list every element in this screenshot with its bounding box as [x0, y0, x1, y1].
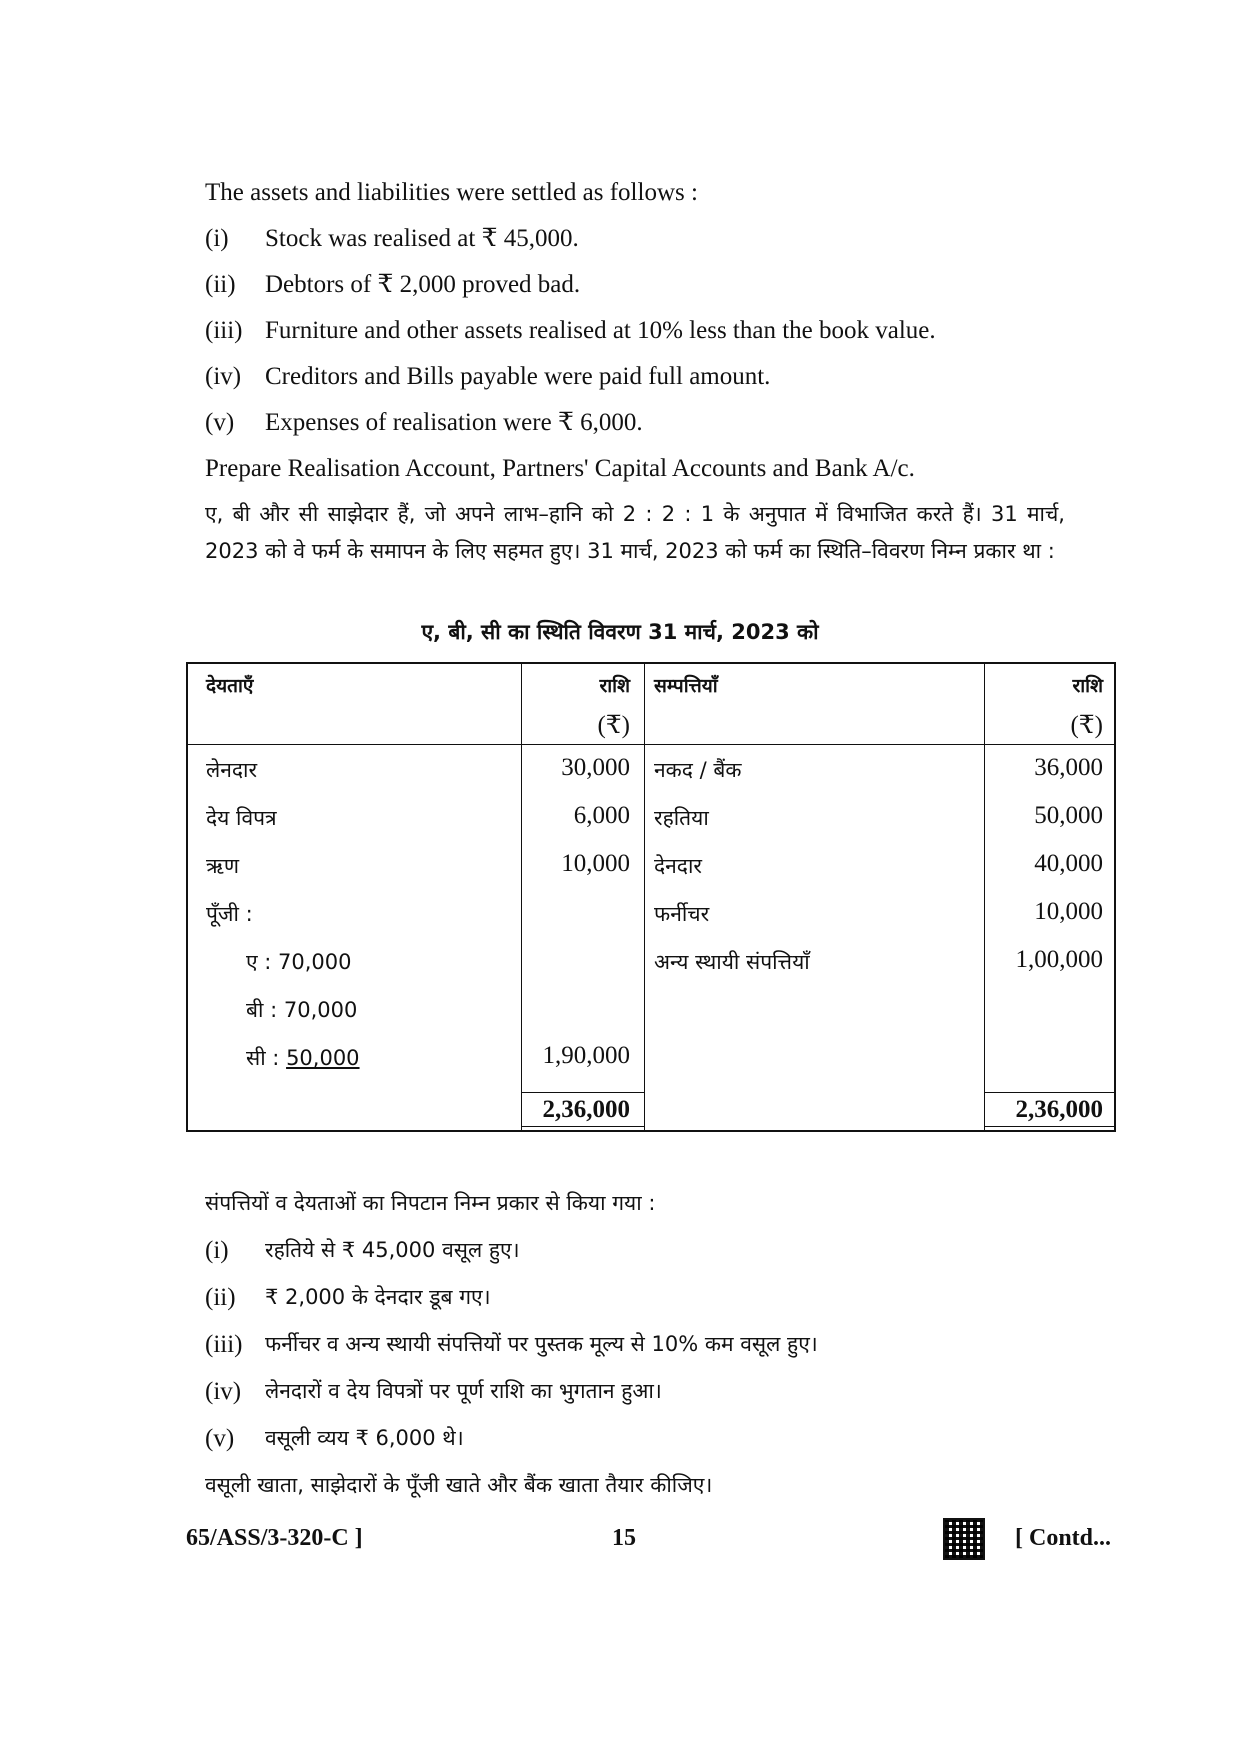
english-item: (v) Expenses of realisation were ₹ 6,000.	[205, 409, 643, 436]
column-divider	[521, 664, 522, 1130]
hindi-item: (iv) लेनदारों व देय विपत्रों पर पूर्ण राशि का भुगतान हुआ।	[205, 1378, 662, 1405]
hindi-item: (i) रहतिये से ₹ 45,000 वसूल हुए।	[205, 1237, 520, 1264]
hindi-instruction: वसूली खाता, साझेदारों के पूँजी खाते और बैंक खाता तैयार कीजिए।	[205, 1473, 713, 1497]
page-footer	[0, 1525, 1240, 1565]
page-number: 15	[612, 1525, 636, 1551]
header-currency: (₹)	[597, 712, 630, 739]
liability-label: ऋण	[206, 854, 240, 878]
header-assets: सम्पत्तियाँ	[654, 675, 718, 697]
asset-label: देनदार	[654, 854, 702, 878]
hindi-item: (v) वसूली व्यय ₹ 6,000 थे।	[205, 1425, 464, 1452]
liability-label: देय विपत्र	[206, 806, 277, 830]
hindi-item: (iii) फर्नीचर व अन्य स्थायी संपत्तियों पर पुस्तक मूल्य से 10% कम वसूल हुए।	[205, 1331, 818, 1358]
balance-sheet-title: ए, बी, सी का स्थिति विवरण 31 मार्च, 2023 को	[421, 620, 819, 644]
english-item: (iii) Furniture and other assets realised at 10% less than the book value.	[205, 317, 936, 344]
column-divider	[644, 664, 645, 1130]
hindi-settle-intro: संपत्तियों व देयताओं का निपटान निम्न प्रकार से किया गया :	[205, 1191, 656, 1215]
english-item: (ii) Debtors of ₹ 2,000 proved bad.	[205, 271, 581, 298]
hindi-settlement-section	[205, 1180, 1085, 1509]
header-liabilities: देयताएँ	[206, 675, 254, 697]
asset-label: अन्य स्थायी संपत्तियाँ	[654, 950, 810, 974]
continued-label: [ Contd...	[1015, 1525, 1112, 1551]
english-instruction: Prepare Realisation Account, Partners' Capital Accounts and Bank A/c.	[205, 455, 915, 482]
english-intro: The assets and liabilities were settled as follows :	[205, 179, 698, 206]
asset-amount: 50,000	[1034, 802, 1103, 829]
liability-amount: 6,000	[573, 802, 630, 829]
asset-amount: 1,00,000	[1015, 946, 1103, 973]
header-rule	[188, 744, 1114, 745]
capital-a: ए : 70,000	[246, 950, 352, 974]
asset-amount: 36,000	[1034, 754, 1103, 781]
paper-code: 65/ASS/3-320-C ]	[186, 1525, 363, 1551]
hindi-intro: ए, बी और सी साझेदार हैं, जो अपने लाभ–हानि को 2 : 2 : 1 के अनुपात में विभाजित करते हैं। 31 मार्च, 2023 को वे फर्म के समापन के लिए सहमत हुए। 31 मार्च, 2023 को फर्म का स्थिति–विवरण निम्न प्रकार था :	[205, 502, 1065, 563]
capital-b: बी : 70,000	[246, 998, 358, 1022]
english-item: (iv) Creditors and Bills payable were paid full amount.	[205, 363, 771, 390]
capital-c: सी : 50,000	[246, 1046, 360, 1070]
asset-amount: 40,000	[1034, 850, 1103, 877]
capital-total: 1,90,000	[542, 1042, 630, 1069]
header-amount: राशि	[599, 675, 630, 697]
header-currency: (₹)	[1070, 712, 1103, 739]
asset-amount: 10,000	[1034, 898, 1103, 925]
header-amount: राशि	[1072, 675, 1103, 697]
total-rule-bottom	[521, 1126, 644, 1127]
total-assets: 2,36,000	[1015, 1096, 1103, 1123]
asset-label: रहतिया	[654, 806, 709, 830]
liability-label: पूँजी :	[206, 902, 253, 926]
asset-label: फर्नीचर	[654, 902, 710, 926]
asset-label: नकद / बैंक	[654, 758, 742, 782]
english-section	[205, 170, 1085, 492]
english-item: (i) Stock was realised at ₹ 45,000.	[205, 225, 579, 252]
hindi-item: (ii) ₹ 2,000 के देनदार डूब गए।	[205, 1284, 491, 1311]
liability-label: लेनदार	[206, 758, 258, 782]
total-liabilities: 2,36,000	[542, 1096, 630, 1123]
balance-sheet-table	[186, 662, 1116, 1132]
qr-code-icon	[943, 1518, 985, 1560]
total-rule-top	[521, 1092, 644, 1093]
column-divider	[984, 664, 985, 1130]
total-rule-bottom	[984, 1126, 1114, 1127]
liability-amount: 10,000	[561, 850, 630, 877]
liability-amount: 30,000	[561, 754, 630, 781]
total-rule-top	[984, 1092, 1114, 1093]
